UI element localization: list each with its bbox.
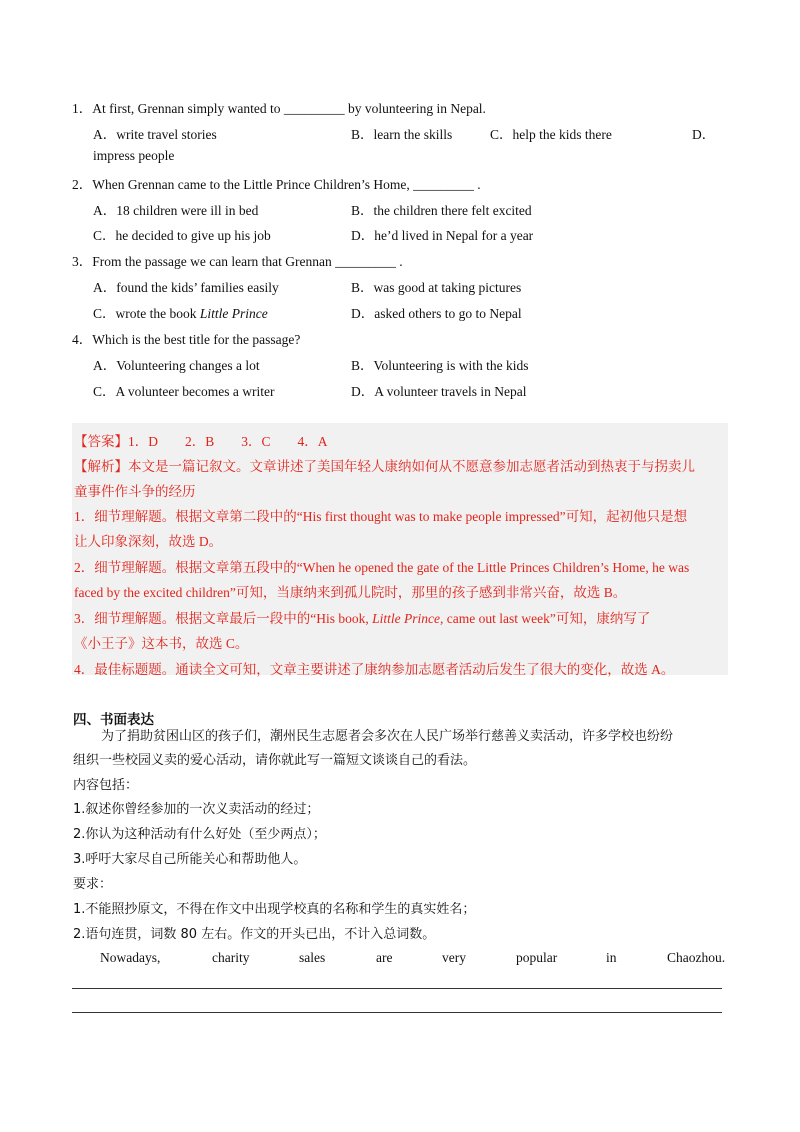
q1-option-d-label: D． [692,127,716,142]
opening-word: are [376,950,393,965]
q3-option-b: B．was good at taking pictures [351,280,522,295]
q4-option-d: D．A volunteer travels in Nepal [351,384,527,399]
q3-option-a: A．found the kids’ families easily [93,280,279,295]
analysis-q3-book-title: Little Prince [372,611,440,626]
q4-option-b: B．Volunteering is with the kids [351,358,529,373]
q1-option-a: A．write travel stories [93,127,217,142]
analysis-intro: 【解析】本文是一篇记叙文。文章讲述了美国年轻人康纳如何从不愿意参加志愿者活动到热衷于与拐卖儿 [74,459,695,474]
requirement-1: 1.不能照抄原文，不得在作文中出现学校真的名称和学生的真实姓名； [73,902,476,917]
q1-option-c: C．help the kids there [490,127,612,142]
analysis-q3-cont: 《小王子》这本书，故选 C。 [74,636,249,651]
writing-intro-cont: 组织一些校园义卖的爱心活动，请你就此写一篇短文谈谈自己的看法。 [73,753,477,768]
analysis-q3-part1: 3．细节理解题。根据文章最后一段中的“His book, [74,611,373,626]
opening-word: sales [299,950,326,965]
q3-option-c-text: C．wrote the book [93,306,200,321]
section-title: 四、书面表达 [73,712,154,728]
q2-option-c: C．he decided to give up his job [93,228,271,243]
analysis-q2: 2．细节理解题。根据文章第五段中的“When he opened the gate of the Little Princes Children’s Home, he was [74,560,690,575]
q3-option-d: D．asked others to go to Nepal [351,306,522,321]
q3-option-c [93,302,268,322]
analysis-q2-cont: faced by the excited children”可知，当康纳来到孤儿院时，那里的孩子感到非常兴奋，故选 B。 [74,585,627,600]
question-4-stem: 4．Which is the best title for the passage? [72,332,301,347]
writing-line [72,1012,722,1013]
opening-word: charity [212,950,250,965]
q2-option-a: A．18 children were ill in bed [93,203,259,218]
q1-option-d-text: impress people [93,148,175,163]
question-3-stem: 3．From the passage we can learn that Grennan _________ . [72,254,403,269]
q2-option-b: B．the children there felt excited [351,203,532,218]
opening-word: popular [516,950,558,965]
q1-option-b: B．learn the skills [351,127,453,142]
q3-option-c-book-title: Little Prince [199,306,268,321]
opening-word: in [606,950,617,965]
content-item-2: 2.你认为这种活动有什么好处（至少两点）； [73,827,326,842]
question-1-stem: 1．At first, Grennan simply wanted to _________ by volunteering in Nepal. [72,101,486,116]
requirement-2: 2.语句连贯，词数 80 左右。作文的开头已出，不计入总词数。 [73,927,436,942]
opening-word: Chaozhou. [667,950,726,965]
q4-option-c: C．A volunteer becomes a writer [93,384,275,399]
opening-word: Nowadays, [100,950,161,965]
analysis-intro-cont: 童事件作斗争的经历 [74,484,196,499]
analysis-q1: 1．细节理解题。根据文章第二段中的“His first thought was to make people impressed”可知，起初他只是想 [74,509,688,524]
q4-option-a: A．Volunteering changes a lot [93,358,260,373]
analysis-q1-cont: 让人印象深刻，故选 D。 [74,534,223,549]
question-2-stem: 2．When Grennan came to the Little Prince Children’s Home, _________ . [72,177,481,192]
content-item-3: 3.呼吁大家尽自己所能关心和帮助他人。 [73,852,307,867]
writing-intro: 为了捐助贫困山区的孩子们，潮州民生志愿者会多次在人民广场举行慈善义卖活动，许多学校也纷纷 [101,729,674,744]
content-label: 内容包括： [73,778,139,793]
analysis-q3-part2: , came out last week”可知，康纳写了 [440,611,651,626]
requirements-label: 要求： [73,877,113,892]
analysis-q4: 4．最佳标题题。通读全文可知，文章主要讲述了康纳参加志愿者活动后发生了很大的变化，故选 A。 [74,662,675,677]
writing-line [72,988,722,989]
analysis-q3 [74,607,650,627]
content-item-1: 1.叙述你曾经参加的一次义卖活动的经过； [73,802,320,817]
q2-option-d: D．he’d lived in Nepal for a year [351,228,534,243]
opening-word: very [442,950,466,965]
answer-key: 【答案】1．D 2．B 3．C 4．A [74,434,328,449]
